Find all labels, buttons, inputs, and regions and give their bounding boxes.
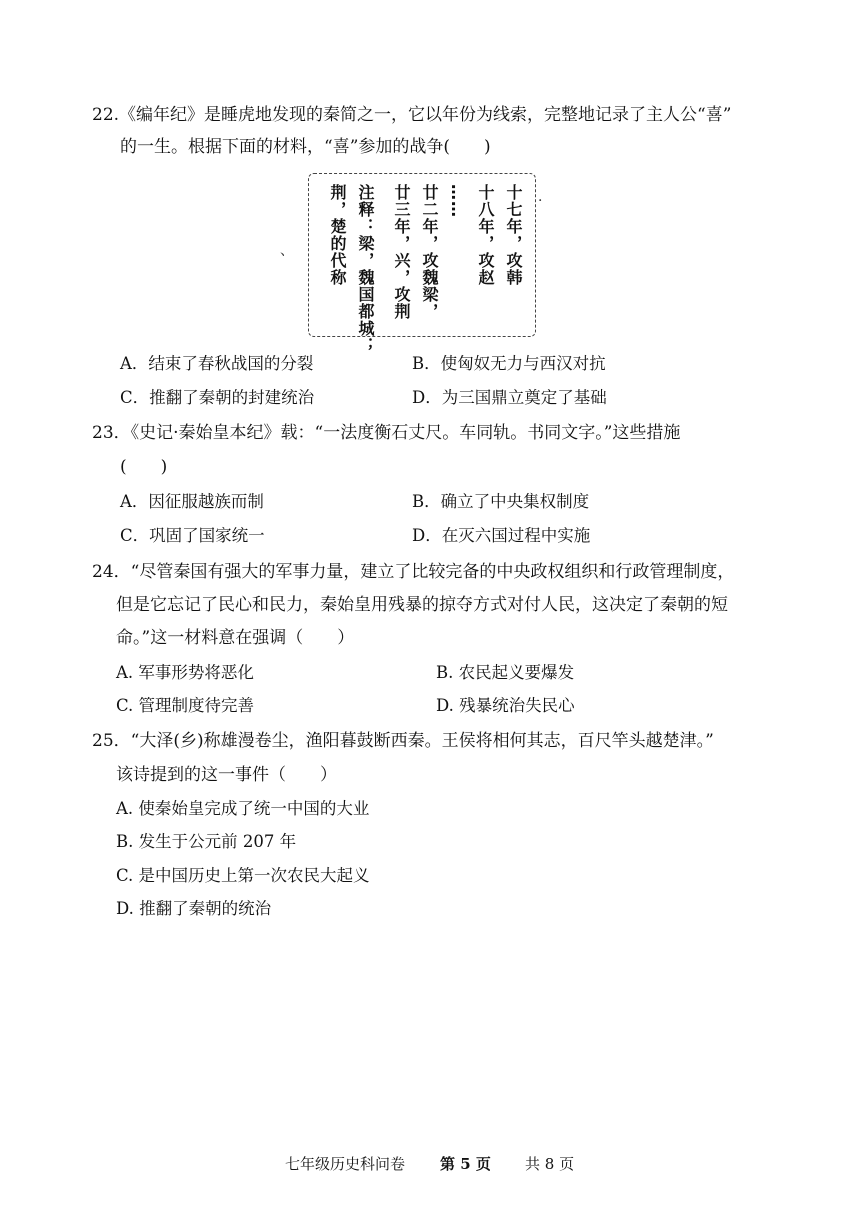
q22-material-box [308, 173, 536, 354]
footer-page: 第 5 页 [440, 1155, 491, 1173]
q22-material-col1: 十七年，攻韩 [504, 184, 523, 286]
q24-stem-line1: 24．“尽管秦国有强大的军事力量，建立了比较完备的中央政权组织和行政管理制度， [92, 562, 735, 582]
q23-option-a[interactable]: A．因征服越族而制 [120, 492, 264, 511]
q24-stem-line3: 命。”这一材料意在强调（ ） [116, 628, 355, 648]
q22-option-c[interactable]: C．推翻了秦朝的封建统治 [120, 388, 315, 407]
q23-option-d[interactable]: D．在灭六国过程中实施 [412, 526, 591, 545]
q25-option-a[interactable]: A. 使秦始皇完成了统一中国的大业 [116, 799, 370, 818]
q25-stem-line2: 该诗提到的这一事件（ ） [116, 765, 337, 785]
q24-option-a[interactable]: A. 军事形势将恶化 [116, 663, 254, 682]
q22-material-col2: 十八年，攻赵 [476, 184, 495, 286]
q22-stem-line1: 22.《编年纪》是睡虎地发现的秦简之一，它以年份为线索，完整地记录了主人公“喜” [92, 105, 732, 125]
q22-material-note1: 注释：梁，魏国都城； [356, 184, 375, 354]
q23-option-c[interactable]: C．巩固了国家统一 [120, 526, 265, 545]
q22-material-note2: 荆，楚的代称 [328, 184, 347, 286]
q25-option-b[interactable]: B. 发生于公元前 207 年 [116, 832, 297, 851]
q24-stem-line2: 但是它忘记了民心和民力，秦始皇用残暴的掠夺方式对付人民，这决定了秦朝的短 [116, 595, 728, 615]
q23-stem-line1: 23．《史记·秦始皇本纪》载：“一法度衡石丈尺。车同轨。书同文字。”这些措施 [92, 423, 681, 443]
q22-option-a[interactable]: A．结束了春秋战国的分裂 [120, 354, 314, 373]
q25-option-c[interactable]: C. 是中国历史上第一次农民大起义 [116, 866, 370, 885]
footer-total: 共 8 页 [525, 1155, 575, 1173]
q23-option-b[interactable]: B．确立了中央集权制度 [412, 492, 590, 511]
q22-material-col3: …… [448, 184, 467, 218]
q22-material-col5: 廿三年，兴，攻荆 [392, 184, 411, 320]
stray-mark: 、 [280, 243, 294, 259]
footer-title: 七年级历史科问卷 [285, 1155, 406, 1173]
q24-option-d[interactable]: D. 残暴统治失民心 [436, 696, 575, 715]
q25-option-d[interactable]: D. 推翻了秦朝的统治 [116, 899, 272, 918]
q22-stem-line2: 的一生。根据下面的材料，“喜”参加的战争( ) [120, 137, 491, 157]
q22-option-b[interactable]: B．使匈奴无力与西汉对抗 [412, 354, 606, 373]
q24-option-c[interactable]: C. 管理制度待完善 [116, 696, 255, 715]
q22-option-d[interactable]: D．为三国鼎立奠定了基础 [412, 388, 607, 407]
q22-material-col4: 廿二年，攻魏梁， [420, 184, 439, 320]
stray-dot: · [538, 193, 543, 209]
q23-stem-line2: ( ) [120, 457, 168, 477]
q24-option-b[interactable]: B. 农民起义要爆发 [436, 663, 575, 682]
q25-stem-line1: 25．“大泽(乡)称雄漫卷尘，渔阳暮鼓断西秦。王侯将相何其志，百尺竿头越楚津。” [92, 731, 714, 751]
